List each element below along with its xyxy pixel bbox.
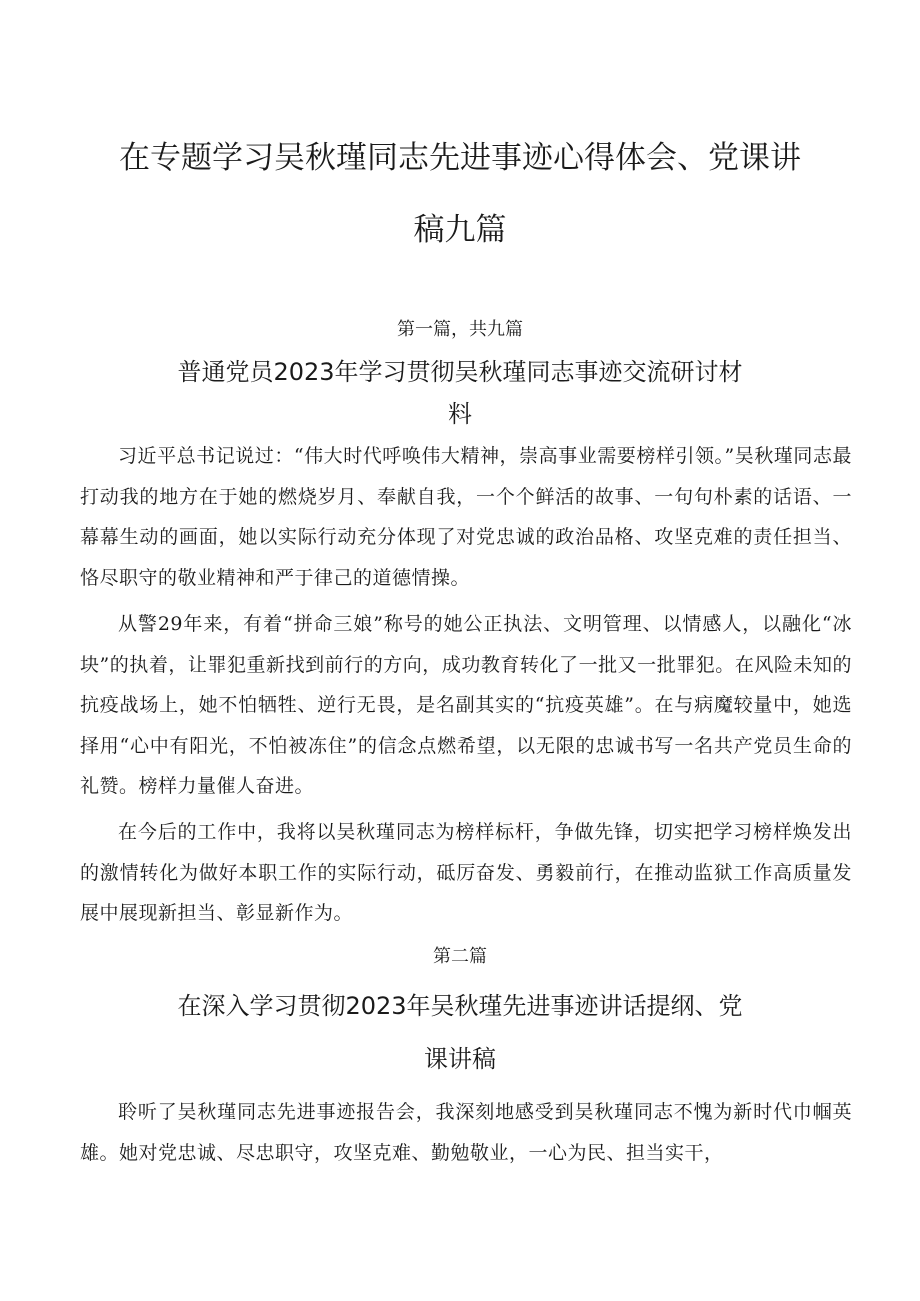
document-title-line2: 稿九篇 [413, 212, 507, 248]
section-2-heading-line1: 在深入学习贯彻2023年吴秋瑾先进事迹讲话提纲、党 [177, 992, 743, 1020]
section-2-label: 第二篇 [433, 946, 487, 967]
section-2-paragraph-1: 聆听了吴秋瑾同志先进事迹报告会，我深刻地感受到吴秋瑾同志不愧为新时代巾帼英雄。她对党忠诚、尽忠职守，攻坚克难、勤勉敬业，一心为民、担当实干， [80, 1101, 852, 1164]
section-1-paragraph-2: 从警29年来，有着“拼命三娘”称号的她公正执法、文明管理、以情感人，以融化“冰块”的执着，让罪犯重新找到前行的方向，成功教育转化了一批又一批罪犯。在风险未知的抗疫战场上，她不怕牺牲、逆行无畏，是名副其实的“抗疫英雄”。在与病魔较量中，她选择用“心中有阳光，不怕被冻住”的信念点燃希望，以无限的忠诚书写一名共产党员生命的礼赞。榜样力量催人奋进。 [80, 613, 852, 797]
section-1-heading-line1: 普通党员2023年学习贯彻吴秋瑾同志事迹交流研讨材 [177, 358, 743, 386]
section-1-paragraph-1: 习近平总书记说过：“伟大时代呼唤伟大精神，崇高事业需要榜样引领。”吴秋瑾同志最打动我的地方在于她的燃烧岁月、奉献自我，一个个鲜活的故事、一句句朴素的话语、一幕幕生动的画面，她以实际行动充分体现了对党忠诚的政治品格、攻坚克难的责任担当、恪尽职守的敬业精神和严于律己的道德情操。 [80, 445, 852, 589]
section-1-heading-line2: 料 [448, 400, 472, 428]
section-1-label: 第一篇，共九篇 [397, 319, 523, 340]
section-1-paragraph-3: 在今后的工作中，我将以吴秋瑾同志为榜样标杆，争做先锋，切实把学习榜样焕发出的激情转化为做好本职工作的实际行动，砥厉奋发、勇毅前行，在推动监狱工作高质量发展中展现新担当、彰显新作为。 [80, 821, 852, 924]
document-title-line1: 在专题学习吴秋瑾同志先进事迹心得体会、党课讲 [119, 140, 801, 176]
section-2-heading-line2: 课讲稿 [424, 1045, 496, 1073]
